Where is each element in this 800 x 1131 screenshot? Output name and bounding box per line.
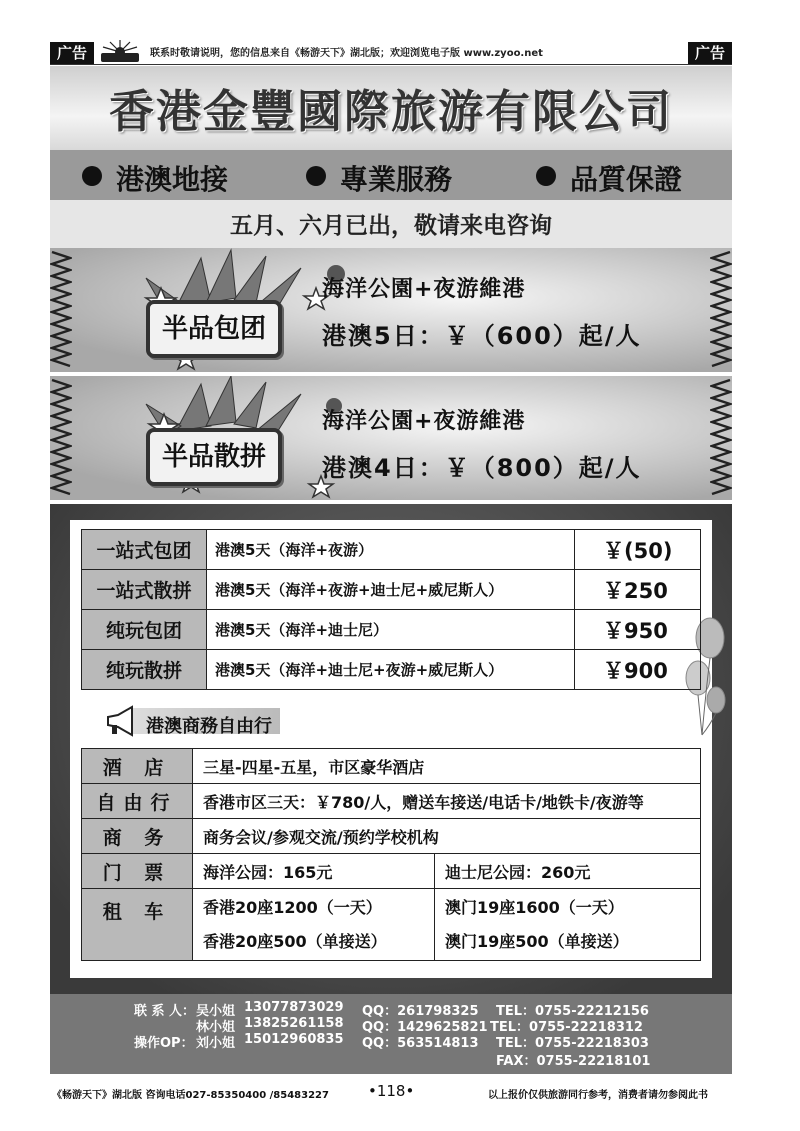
promo-attractions: 海洋公園+夜游維港 <box>322 409 526 434</box>
contact-name: 林小姐 <box>196 1020 236 1035</box>
package-desc: 港澳5天（海洋+夜游） <box>207 530 575 570</box>
table-row <box>82 530 701 570</box>
package-price: ￥900 <box>575 650 701 690</box>
row-label: 门 票 <box>82 854 193 889</box>
feature-item-3: 品質保證 <box>536 158 682 198</box>
bullet-icon <box>306 166 326 186</box>
table-row <box>82 854 701 889</box>
promo-badge: 半品散拼 <box>146 428 282 486</box>
package-name: 纯玩散拼 <box>82 650 207 690</box>
row-value: 迪士尼公园：260元 <box>435 854 701 889</box>
footer-disclaimer: 以上报价仅供旅游同行参考，消费者请勿参阅此书 <box>488 1090 708 1101</box>
contact-qq: QQ：1429625821 <box>362 1020 488 1035</box>
header-notice: 联系时敬请说明，您的信息来自《畅游天下》湖北版；欢迎浏览电子版 www.zyoo.net <box>150 48 543 59</box>
table-row <box>82 784 701 819</box>
package-price: ￥250 <box>575 570 701 610</box>
package-table <box>81 529 701 690</box>
operator-label: 操作OP： <box>134 1036 194 1051</box>
table-row <box>82 650 701 690</box>
bullet-icon <box>536 166 556 186</box>
row-value: 香港市区三天：￥780/人，赠送车接送/电话卡/地铁卡/夜游等 <box>193 784 701 819</box>
package-desc: 港澳5天（海洋+迪士尼+夜游+威尼斯人） <box>207 650 575 690</box>
package-price: ￥950 <box>575 610 701 650</box>
row-value: 澳门19座1600（一天） 澳门19座500（单接送） <box>435 889 701 961</box>
contact-tel: TEL：0755-22218312 <box>490 1020 643 1035</box>
contact-tel: TEL：0755-22212156 <box>496 1004 649 1019</box>
package-desc: 港澳5天（海洋+夜游+迪士尼+威尼斯人） <box>207 570 575 610</box>
zigzag-border-icon <box>50 376 72 500</box>
row-label: 租 车 <box>82 889 193 961</box>
contact-name: 刘小姐 <box>196 1036 236 1051</box>
table-row <box>82 819 701 854</box>
feature-item-2: 專業服務 <box>306 158 452 198</box>
package-name: 一站式包团 <box>82 530 207 570</box>
contact-phone: 13077873029 <box>244 1000 344 1015</box>
package-price: ￥(50) <box>575 530 701 570</box>
row-value: 海洋公园：165元 <box>193 854 435 889</box>
row-label: 商 务 <box>82 819 193 854</box>
feature-item-1: 港澳地接 <box>82 158 228 198</box>
table-row <box>82 889 701 961</box>
contact-phone: 15012960835 <box>244 1032 344 1047</box>
table-row <box>82 610 701 650</box>
row-label: 自由行 <box>82 784 193 819</box>
promo-attractions: 海洋公園+夜游維港 <box>322 277 526 302</box>
promo-badge: 半品包团 <box>146 300 282 358</box>
footer-publication: 《畅游天下》湖北版 咨询电话027-85350400 /85483227 <box>52 1090 329 1101</box>
page-number: •118• <box>368 1082 415 1100</box>
promo-price: 港澳5日：￥（600）起/人 <box>322 322 642 350</box>
contact-block <box>50 994 732 1074</box>
row-value: 香港20座1200（一天） 香港20座500（单接送） <box>193 889 435 961</box>
package-desc: 港澳5天（海洋+迪士尼） <box>207 610 575 650</box>
ad-tag-left: 广告 <box>50 42 94 64</box>
promo-price: 港澳4日：￥（800）起/人 <box>322 454 642 482</box>
business-table <box>81 748 701 961</box>
zigzag-border-icon <box>710 248 732 372</box>
contact-fax: FAX：0755-22218101 <box>496 1054 651 1069</box>
package-name: 一站式散拼 <box>82 570 207 610</box>
contact-tel: TEL：0755-22218303 <box>496 1036 649 1051</box>
contact-name: 吴小姐 <box>196 1004 236 1019</box>
contact-phone: 13825261158 <box>244 1016 344 1031</box>
availability-notice: 五月、六月已出，敬请来电咨询 <box>230 213 552 239</box>
ad-tag-right: 广告 <box>688 42 732 64</box>
promo-panel-2 <box>50 376 732 500</box>
package-name: 纯玩包团 <box>82 610 207 650</box>
company-title: 香港金豐國際旅游有限公司 <box>108 85 673 138</box>
table-row <box>82 570 701 610</box>
magazine-logo-icon <box>97 38 143 64</box>
contact-label: 联 系 人： <box>134 1004 196 1019</box>
table-row <box>82 749 701 784</box>
row-value: 商务会议/参观交流/预约学校机构 <box>193 819 701 854</box>
zigzag-border-icon <box>50 248 72 372</box>
row-value: 三星-四星-五星，市区豪华酒店 <box>193 749 701 784</box>
header-divider <box>50 64 732 65</box>
contact-qq: QQ：563514813 <box>362 1036 479 1051</box>
zigzag-border-icon <box>710 376 732 500</box>
promo-panel-1 <box>50 248 732 372</box>
row-label: 酒 店 <box>82 749 193 784</box>
bullet-icon <box>82 166 102 186</box>
megaphone-icon <box>104 705 138 737</box>
business-title: 港澳商務自由行 <box>146 716 272 737</box>
contact-qq: QQ：261798325 <box>362 1004 479 1019</box>
